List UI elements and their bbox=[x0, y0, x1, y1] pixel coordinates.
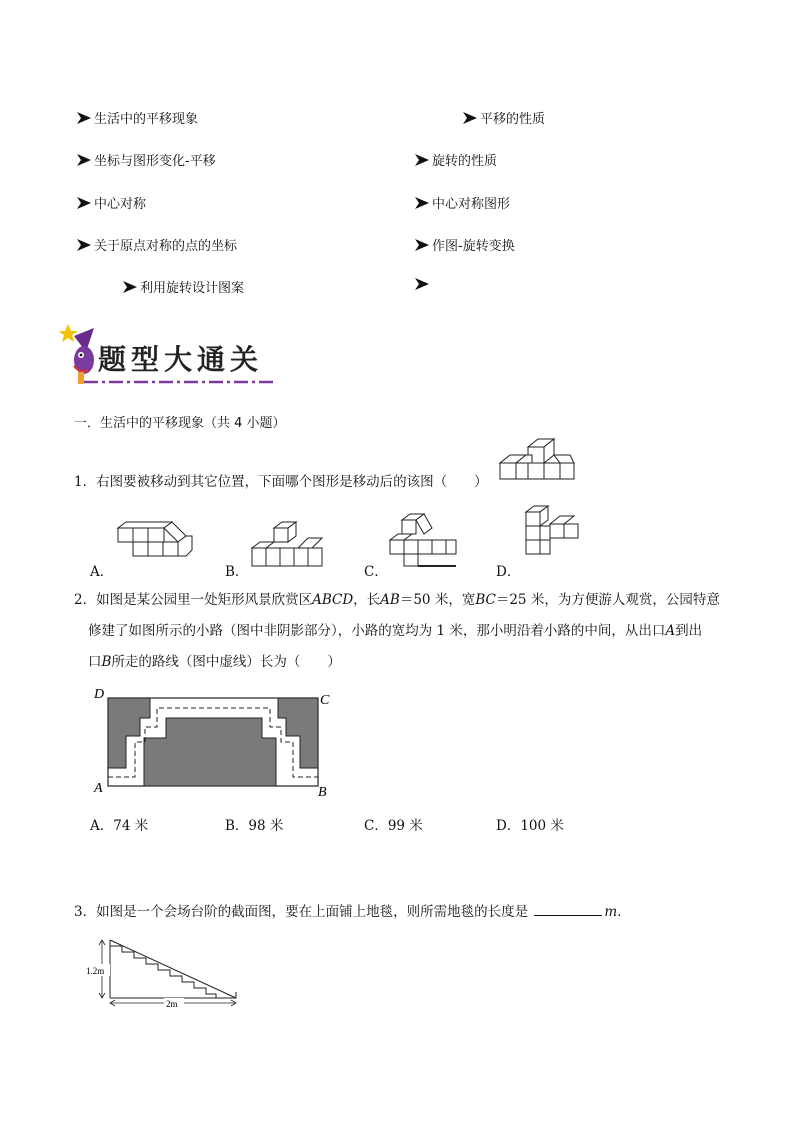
section-banner bbox=[60, 322, 280, 390]
arrow-bullet-icon bbox=[414, 196, 430, 210]
question-2-text: 2．如图是某公园里一处矩形风景欣赏区ABCD，长AB＝50 米，宽BC＝25 米，为方便游人观赏，公园特意 修建了如图所示的小路（图中非阴影部分），小路的宽均为 1 米，那小明沿着小路的中间，从出口A到出 口B所走的路线（图中虚线）长为（ ） bbox=[74, 592, 720, 670]
kp-label: 中心对称 bbox=[94, 197, 147, 212]
kp-label: 中心对称图形 bbox=[432, 197, 511, 212]
question-3-text: 3．如图是一个会场台阶的截面图，要在上面铺上地毯，则所需地毯的长度是 m． bbox=[74, 904, 631, 920]
arrow-bullet-icon bbox=[76, 153, 92, 167]
kp-item-6 bbox=[414, 193, 510, 212]
kp-label: 平移的性质 bbox=[480, 112, 546, 127]
stairs-cross-section-figure bbox=[82, 936, 244, 1008]
q1-option-c-figure bbox=[386, 512, 462, 572]
width-label: 2m bbox=[166, 999, 178, 1008]
kp-label: 生活中的平移现象 bbox=[94, 112, 199, 127]
arrow-bullet-icon bbox=[414, 238, 430, 252]
kp-item-2 bbox=[462, 108, 545, 127]
q1-option-d-figure bbox=[520, 504, 586, 568]
kp-item-3 bbox=[76, 150, 216, 169]
q1-option-a-figure bbox=[112, 518, 196, 566]
banner-title: 题型大通关 bbox=[98, 343, 264, 376]
arrow-bullet-icon bbox=[414, 277, 430, 291]
answer-blank[interactable] bbox=[534, 903, 602, 916]
kp-item-10 bbox=[414, 277, 432, 291]
question-1-text: 1．右图要被移动到其它位置，下面哪个图形是移动后的该图（ ） bbox=[74, 474, 488, 490]
arrow-bullet-icon bbox=[462, 111, 478, 125]
q1-option-d[interactable]: D． bbox=[496, 564, 521, 580]
kp-label: 旋转的性质 bbox=[432, 154, 498, 169]
kp-label: 关于原点对称的点的坐标 bbox=[94, 239, 238, 254]
kp-label: 坐标与图形变化-平移 bbox=[94, 154, 216, 169]
q2-option-b[interactable]: B．98 米 bbox=[225, 818, 284, 834]
height-label: 1.2m bbox=[86, 966, 105, 976]
q1-reference-cubes bbox=[498, 437, 580, 489]
label-B: B bbox=[318, 785, 327, 800]
arrow-bullet-icon bbox=[122, 280, 138, 294]
q2-option-a[interactable]: A．74 米 bbox=[90, 818, 149, 834]
kp-item-7 bbox=[76, 235, 237, 254]
kp-item-9 bbox=[122, 277, 244, 296]
park-path-figure bbox=[90, 684, 340, 800]
kp-item-1 bbox=[76, 108, 198, 127]
kp-label: 利用旋转设计图案 bbox=[140, 281, 245, 296]
label-D: D bbox=[94, 687, 105, 702]
q1-option-b[interactable]: B． bbox=[225, 564, 249, 580]
arrow-bullet-icon bbox=[76, 238, 92, 252]
q2-option-d[interactable]: D．100 米 bbox=[496, 818, 564, 834]
kp-item-4 bbox=[414, 150, 497, 169]
arrow-bullet-icon bbox=[414, 153, 430, 167]
arrow-bullet-icon bbox=[76, 111, 92, 125]
q2-option-c[interactable]: C．99 米 bbox=[364, 818, 423, 834]
q1-option-a[interactable]: A． bbox=[90, 564, 114, 580]
kp-item-8 bbox=[414, 235, 515, 254]
q1-option-c[interactable]: C． bbox=[364, 564, 388, 580]
section-heading: 一．生活中的平移现象（共 4 小题） bbox=[74, 416, 286, 431]
label-C: C bbox=[320, 693, 330, 708]
arrow-bullet-icon bbox=[76, 196, 92, 210]
q1-option-b-figure bbox=[248, 518, 332, 570]
kp-label: 作图-旋转变换 bbox=[432, 239, 515, 254]
kp-item-5 bbox=[76, 193, 146, 212]
label-A: A bbox=[94, 781, 103, 796]
